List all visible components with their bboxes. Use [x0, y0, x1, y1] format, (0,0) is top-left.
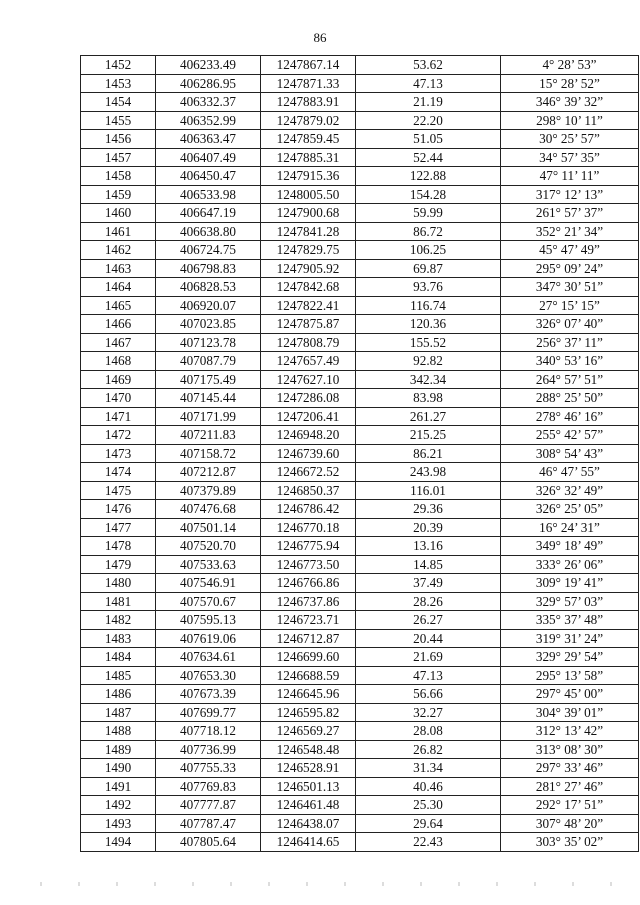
bearing-cell: 352° 21’ 34”	[501, 222, 639, 241]
bearing-cell: 326° 07’ 40”	[501, 315, 639, 334]
table-row	[81, 259, 639, 278]
point-number-cell: 1456	[81, 130, 156, 149]
y-coordinate-cell: 1246414.65	[261, 833, 356, 852]
y-coordinate-cell: 1247859.45	[261, 130, 356, 149]
x-coordinate-cell: 407158.72	[156, 444, 261, 463]
table-row	[81, 592, 639, 611]
x-coordinate-cell: 407171.99	[156, 407, 261, 426]
bearing-cell: 303° 35’ 02”	[501, 833, 639, 852]
table-row	[81, 185, 639, 204]
table-row	[81, 500, 639, 519]
bearing-cell: 298° 10’ 11”	[501, 111, 639, 130]
distance-cell: 93.76	[356, 278, 501, 297]
table-row	[81, 130, 639, 149]
bearing-cell: 304° 39’ 01”	[501, 703, 639, 722]
bearing-cell: 326° 32’ 49”	[501, 481, 639, 500]
table-row	[81, 74, 639, 93]
bearing-cell: 256° 37’ 11”	[501, 333, 639, 352]
table-row	[81, 648, 639, 667]
x-coordinate-cell: 407736.99	[156, 740, 261, 759]
distance-cell: 21.19	[356, 93, 501, 112]
distance-cell: 26.27	[356, 611, 501, 630]
distance-cell: 155.52	[356, 333, 501, 352]
point-number-cell: 1489	[81, 740, 156, 759]
x-coordinate-cell: 407718.12	[156, 722, 261, 741]
distance-cell: 116.74	[356, 296, 501, 315]
point-number-cell: 1459	[81, 185, 156, 204]
point-number-cell: 1490	[81, 759, 156, 778]
y-coordinate-cell: 1247657.49	[261, 352, 356, 371]
bearing-cell: 297° 33’ 46”	[501, 759, 639, 778]
bearing-cell: 319° 31’ 24”	[501, 629, 639, 648]
table-row	[81, 111, 639, 130]
point-number-cell: 1491	[81, 777, 156, 796]
y-coordinate-cell: 1246548.48	[261, 740, 356, 759]
table-row	[81, 296, 639, 315]
table-row	[81, 629, 639, 648]
bearing-cell: 30° 25’ 57”	[501, 130, 639, 149]
x-coordinate-cell: 406828.53	[156, 278, 261, 297]
x-coordinate-cell: 406724.75	[156, 241, 261, 260]
bearing-cell: 308° 54’ 43”	[501, 444, 639, 463]
bearing-cell: 335° 37’ 48”	[501, 611, 639, 630]
bearing-cell: 45° 47’ 49”	[501, 241, 639, 260]
point-number-cell: 1477	[81, 518, 156, 537]
x-coordinate-cell: 407699.77	[156, 703, 261, 722]
x-coordinate-cell: 407023.85	[156, 315, 261, 334]
distance-cell: 40.46	[356, 777, 501, 796]
y-coordinate-cell: 1246773.50	[261, 555, 356, 574]
bearing-cell: 295° 13’ 58”	[501, 666, 639, 685]
x-coordinate-cell: 407673.39	[156, 685, 261, 704]
x-coordinate-cell: 406233.49	[156, 56, 261, 75]
point-number-cell: 1492	[81, 796, 156, 815]
y-coordinate-cell: 1246438.07	[261, 814, 356, 833]
x-coordinate-cell: 407211.83	[156, 426, 261, 445]
point-number-cell: 1457	[81, 148, 156, 167]
distance-cell: 51.05	[356, 130, 501, 149]
y-coordinate-cell: 1246739.60	[261, 444, 356, 463]
table-row	[81, 537, 639, 556]
distance-cell: 32.27	[356, 703, 501, 722]
bearing-cell: 349° 18’ 49”	[501, 537, 639, 556]
bearing-cell: 16° 24’ 31”	[501, 518, 639, 537]
y-coordinate-cell: 1246737.86	[261, 592, 356, 611]
distance-cell: 20.39	[356, 518, 501, 537]
distance-cell: 28.08	[356, 722, 501, 741]
distance-cell: 22.43	[356, 833, 501, 852]
point-number-cell: 1452	[81, 56, 156, 75]
point-number-cell: 1487	[81, 703, 156, 722]
x-coordinate-cell: 406638.80	[156, 222, 261, 241]
y-coordinate-cell: 1247875.87	[261, 315, 356, 334]
table-row	[81, 148, 639, 167]
point-number-cell: 1454	[81, 93, 156, 112]
distance-cell: 92.82	[356, 352, 501, 371]
point-number-cell: 1488	[81, 722, 156, 741]
table-row	[81, 370, 639, 389]
distance-cell: 21.69	[356, 648, 501, 667]
y-coordinate-cell: 1246775.94	[261, 537, 356, 556]
x-coordinate-cell: 407570.67	[156, 592, 261, 611]
x-coordinate-cell: 407787.47	[156, 814, 261, 833]
point-number-cell: 1486	[81, 685, 156, 704]
bearing-cell: 307° 48’ 20”	[501, 814, 639, 833]
bearing-cell: 297° 45’ 00”	[501, 685, 639, 704]
bearing-cell: 4° 28’ 53”	[501, 56, 639, 75]
y-coordinate-cell: 1246569.27	[261, 722, 356, 741]
point-number-cell: 1461	[81, 222, 156, 241]
y-coordinate-cell: 1246723.71	[261, 611, 356, 630]
bearing-cell: 47° 11’ 11”	[501, 167, 639, 186]
table-row	[81, 574, 639, 593]
distance-cell: 26.82	[356, 740, 501, 759]
bearing-cell: 292° 17’ 51”	[501, 796, 639, 815]
y-coordinate-cell: 1247879.02	[261, 111, 356, 130]
point-number-cell: 1465	[81, 296, 156, 315]
bearing-cell: 295° 09’ 24”	[501, 259, 639, 278]
point-number-cell: 1476	[81, 500, 156, 519]
y-coordinate-cell: 1247206.41	[261, 407, 356, 426]
y-coordinate-cell: 1247900.68	[261, 204, 356, 223]
point-number-cell: 1475	[81, 481, 156, 500]
y-coordinate-cell: 1246672.52	[261, 463, 356, 482]
bearing-cell: 329° 57’ 03”	[501, 592, 639, 611]
point-number-cell: 1469	[81, 370, 156, 389]
y-coordinate-cell: 1247822.41	[261, 296, 356, 315]
x-coordinate-cell: 407595.13	[156, 611, 261, 630]
table-row	[81, 278, 639, 297]
distance-cell: 261.27	[356, 407, 501, 426]
distance-cell: 28.26	[356, 592, 501, 611]
distance-cell: 52.44	[356, 148, 501, 167]
x-coordinate-cell: 406407.49	[156, 148, 261, 167]
bearing-cell: 15° 28’ 52”	[501, 74, 639, 93]
point-number-cell: 1472	[81, 426, 156, 445]
distance-cell: 106.25	[356, 241, 501, 260]
y-coordinate-cell: 1246786.42	[261, 500, 356, 519]
point-number-cell: 1485	[81, 666, 156, 685]
bearing-cell: 278° 46’ 16”	[501, 407, 639, 426]
distance-cell: 86.21	[356, 444, 501, 463]
distance-cell: 31.34	[356, 759, 501, 778]
point-number-cell: 1464	[81, 278, 156, 297]
distance-cell: 47.13	[356, 666, 501, 685]
point-number-cell: 1480	[81, 574, 156, 593]
x-coordinate-cell: 407379.89	[156, 481, 261, 500]
point-number-cell: 1493	[81, 814, 156, 833]
bearing-cell: 312° 13’ 42”	[501, 722, 639, 741]
bearing-cell: 313° 08’ 30”	[501, 740, 639, 759]
table-row	[81, 56, 639, 75]
y-coordinate-cell: 1246699.60	[261, 648, 356, 667]
table-row	[81, 814, 639, 833]
point-number-cell: 1482	[81, 611, 156, 630]
distance-cell: 37.49	[356, 574, 501, 593]
distance-cell: 29.64	[356, 814, 501, 833]
y-coordinate-cell: 1248005.50	[261, 185, 356, 204]
distance-cell: 29.36	[356, 500, 501, 519]
table-row	[81, 93, 639, 112]
bearing-cell: 281° 27’ 46”	[501, 777, 639, 796]
x-coordinate-cell: 407777.87	[156, 796, 261, 815]
x-coordinate-cell: 406286.95	[156, 74, 261, 93]
bearing-cell: 329° 29’ 54”	[501, 648, 639, 667]
x-coordinate-cell: 406920.07	[156, 296, 261, 315]
distance-cell: 25.30	[356, 796, 501, 815]
table-row	[81, 481, 639, 500]
table-row	[81, 518, 639, 537]
x-coordinate-cell: 407755.33	[156, 759, 261, 778]
distance-cell: 215.25	[356, 426, 501, 445]
table-row	[81, 666, 639, 685]
bearing-cell: 340° 53’ 16”	[501, 352, 639, 371]
bearing-cell: 255° 42’ 57”	[501, 426, 639, 445]
table-row	[81, 759, 639, 778]
point-number-cell: 1453	[81, 74, 156, 93]
x-coordinate-cell: 407476.68	[156, 500, 261, 519]
bearing-cell: 346° 39’ 32”	[501, 93, 639, 112]
table-row	[81, 352, 639, 371]
distance-cell: 86.72	[356, 222, 501, 241]
x-coordinate-cell: 407805.64	[156, 833, 261, 852]
table-row	[81, 555, 639, 574]
x-coordinate-cell: 407145.44	[156, 389, 261, 408]
distance-cell: 69.87	[356, 259, 501, 278]
x-coordinate-cell: 406450.47	[156, 167, 261, 186]
table-row	[81, 685, 639, 704]
table-row	[81, 204, 639, 223]
x-coordinate-cell: 407653.30	[156, 666, 261, 685]
y-coordinate-cell: 1246948.20	[261, 426, 356, 445]
bearing-cell: 333° 26’ 06”	[501, 555, 639, 574]
x-coordinate-cell: 407123.78	[156, 333, 261, 352]
x-coordinate-cell: 407520.70	[156, 537, 261, 556]
scan-artifact	[40, 882, 620, 886]
coordinate-table	[80, 55, 639, 852]
distance-cell: 59.99	[356, 204, 501, 223]
distance-cell: 47.13	[356, 74, 501, 93]
x-coordinate-cell: 407212.87	[156, 463, 261, 482]
x-coordinate-cell: 407501.14	[156, 518, 261, 537]
y-coordinate-cell: 1246850.37	[261, 481, 356, 500]
table-row	[81, 426, 639, 445]
x-coordinate-cell: 406647.19	[156, 204, 261, 223]
point-number-cell: 1466	[81, 315, 156, 334]
point-number-cell: 1467	[81, 333, 156, 352]
bearing-cell: 309° 19’ 41”	[501, 574, 639, 593]
point-number-cell: 1462	[81, 241, 156, 260]
point-number-cell: 1455	[81, 111, 156, 130]
x-coordinate-cell: 407634.61	[156, 648, 261, 667]
point-number-cell: 1460	[81, 204, 156, 223]
y-coordinate-cell: 1247829.75	[261, 241, 356, 260]
x-coordinate-cell: 407175.49	[156, 370, 261, 389]
distance-cell: 13.16	[356, 537, 501, 556]
x-coordinate-cell: 407769.83	[156, 777, 261, 796]
distance-cell: 14.85	[356, 555, 501, 574]
bearing-cell: 261° 57’ 37”	[501, 204, 639, 223]
distance-cell: 83.98	[356, 389, 501, 408]
y-coordinate-cell: 1246645.96	[261, 685, 356, 704]
y-coordinate-cell: 1246766.86	[261, 574, 356, 593]
table-row	[81, 315, 639, 334]
y-coordinate-cell: 1247915.36	[261, 167, 356, 186]
distance-cell: 243.98	[356, 463, 501, 482]
table-row	[81, 389, 639, 408]
y-coordinate-cell: 1247286.08	[261, 389, 356, 408]
y-coordinate-cell: 1247841.28	[261, 222, 356, 241]
point-number-cell: 1494	[81, 833, 156, 852]
y-coordinate-cell: 1247883.91	[261, 93, 356, 112]
y-coordinate-cell: 1246528.91	[261, 759, 356, 778]
y-coordinate-cell: 1247885.31	[261, 148, 356, 167]
point-number-cell: 1463	[81, 259, 156, 278]
table-row	[81, 407, 639, 426]
point-number-cell: 1479	[81, 555, 156, 574]
y-coordinate-cell: 1247842.68	[261, 278, 356, 297]
table-row	[81, 444, 639, 463]
distance-cell: 116.01	[356, 481, 501, 500]
y-coordinate-cell: 1246712.87	[261, 629, 356, 648]
y-coordinate-cell: 1246595.82	[261, 703, 356, 722]
x-coordinate-cell: 407087.79	[156, 352, 261, 371]
distance-cell: 122.88	[356, 167, 501, 186]
point-number-cell: 1458	[81, 167, 156, 186]
table-row	[81, 740, 639, 759]
x-coordinate-cell: 406332.37	[156, 93, 261, 112]
table-row	[81, 611, 639, 630]
table-row	[81, 463, 639, 482]
bearing-cell: 326° 25’ 05”	[501, 500, 639, 519]
bearing-cell: 46° 47’ 55”	[501, 463, 639, 482]
page-number: 86	[313, 30, 327, 45]
bearing-cell: 288° 25’ 50”	[501, 389, 639, 408]
point-number-cell: 1478	[81, 537, 156, 556]
x-coordinate-cell: 406363.47	[156, 130, 261, 149]
table-row	[81, 241, 639, 260]
y-coordinate-cell: 1247627.10	[261, 370, 356, 389]
point-number-cell: 1471	[81, 407, 156, 426]
table-row	[81, 722, 639, 741]
table-row	[81, 796, 639, 815]
distance-cell: 342.34	[356, 370, 501, 389]
distance-cell: 53.62	[356, 56, 501, 75]
point-number-cell: 1484	[81, 648, 156, 667]
x-coordinate-cell: 407619.06	[156, 629, 261, 648]
y-coordinate-cell: 1247871.33	[261, 74, 356, 93]
y-coordinate-cell: 1246461.48	[261, 796, 356, 815]
point-number-cell: 1474	[81, 463, 156, 482]
point-number-cell: 1473	[81, 444, 156, 463]
table-row	[81, 703, 639, 722]
table-row	[81, 222, 639, 241]
x-coordinate-cell: 406798.83	[156, 259, 261, 278]
distance-cell: 20.44	[356, 629, 501, 648]
point-number-cell: 1483	[81, 629, 156, 648]
point-number-cell: 1470	[81, 389, 156, 408]
x-coordinate-cell: 406533.98	[156, 185, 261, 204]
y-coordinate-cell: 1246770.18	[261, 518, 356, 537]
table-row	[81, 833, 639, 852]
point-number-cell: 1468	[81, 352, 156, 371]
point-number-cell: 1481	[81, 592, 156, 611]
x-coordinate-cell: 407546.91	[156, 574, 261, 593]
table-row	[81, 777, 639, 796]
coordinate-table-body	[81, 56, 639, 852]
y-coordinate-cell: 1246688.59	[261, 666, 356, 685]
y-coordinate-cell: 1247867.14	[261, 56, 356, 75]
bearing-cell: 34° 57’ 35”	[501, 148, 639, 167]
bearing-cell: 317° 12’ 13”	[501, 185, 639, 204]
x-coordinate-cell: 406352.99	[156, 111, 261, 130]
x-coordinate-cell: 407533.63	[156, 555, 261, 574]
bearing-cell: 347° 30’ 51”	[501, 278, 639, 297]
table-row	[81, 333, 639, 352]
bearing-cell: 27° 15’ 15”	[501, 296, 639, 315]
distance-cell: 120.36	[356, 315, 501, 334]
table-row	[81, 167, 639, 186]
y-coordinate-cell: 1247905.92	[261, 259, 356, 278]
bearing-cell: 264° 57’ 51”	[501, 370, 639, 389]
distance-cell: 154.28	[356, 185, 501, 204]
y-coordinate-cell: 1246501.13	[261, 777, 356, 796]
distance-cell: 22.20	[356, 111, 501, 130]
y-coordinate-cell: 1247808.79	[261, 333, 356, 352]
distance-cell: 56.66	[356, 685, 501, 704]
